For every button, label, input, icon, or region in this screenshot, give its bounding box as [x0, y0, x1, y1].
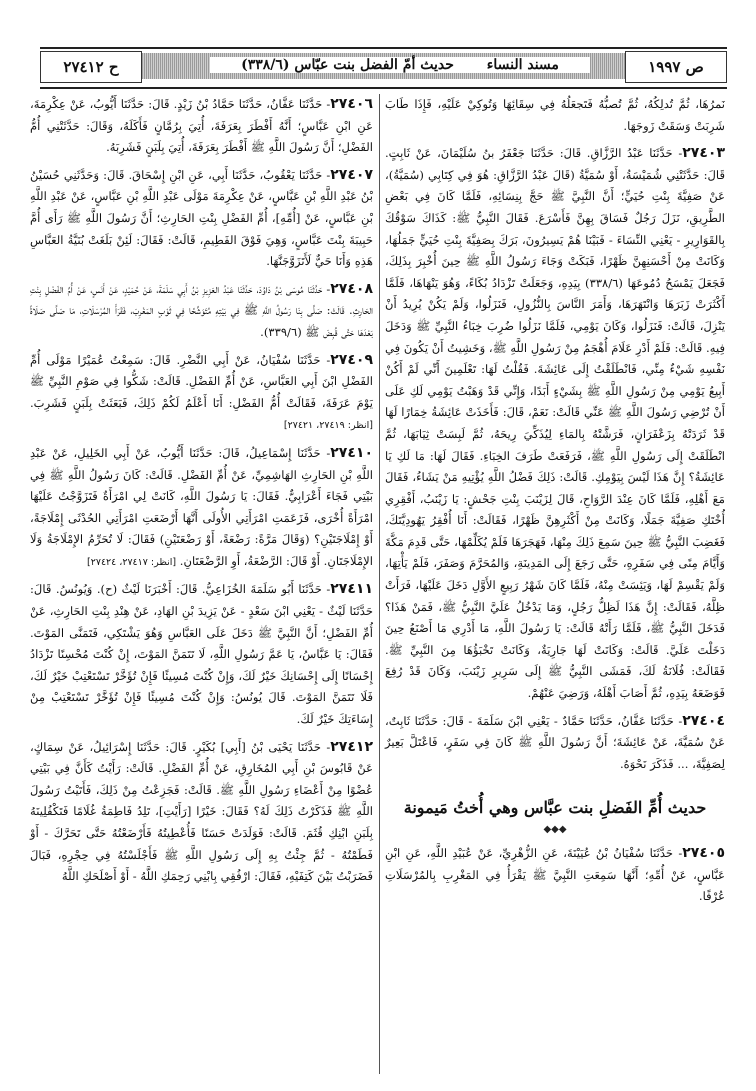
hadith-number: ٢٧٤٠٦ [330, 96, 373, 112]
hadith-text: - حَدَّثَنَا عَفَّانُ، حَدَّثَنَا حَمَّادُ بْنُ زَيْدٍ. قَالَ: حَدَّثَنَا أَيُّوبُ، عَنْ عِكْرِمَةَ، عَنِ ابْنِ عَبَّاسٍ؛ أَنَّهُ أَفْطَرَ بِعَرَفَةَ، أُتِيَ بِرُمَّانٍ فَأَكَلَهُ، وَقَالَ: حَدَّثَتْنِي أُمُّ الفَضْلِ؛ أَنَّ رَسُولَ اللَّهِ ﷺ أَفْطَرَ بِعَرَفَةَ، أُتِيَ بِلَبَنٍ فَشَرِبَهُ. [30, 97, 373, 155]
hadith-number: ٢٧٤٠٨ [330, 280, 373, 297]
hadith-number: ٢٧٤٠٩ [330, 351, 373, 368]
hadith-27404 [385, 711, 725, 776]
hadith-text: - حَدَّثَنَا أَبُو سَلَمَةَ الخُزَاعِيُّ. قَالَ: أَخْبَرَنَا لَيْثٌ (ح). وَيُونُسُ. قَالَ: حَدَّثَنَا لَيْثٌ - يَعْنِي ابْنَ سَعْدٍ - عَنْ يَزِيدَ بْنِ الهَادِ، عَنْ هِنْدِ بِنْتِ الحَارِثِ، عَنْ أُمِّ الفَضْلِ؛ أَنَّ النَّبِيَّ ﷺ دَخَلَ عَلَى العَبَّاسِ وَهُوَ يَشْتَكِي، فَتَمَنَّى المَوْتَ. فَقَالَ: يَا عَبَّاسُ، يَا عَمَّ رَسُولِ اللَّهِ، لَا تَتَمَنَّ المَوْتَ، إِنْ كُنْتَ مُحْسِنًا تَزْدَادُ إِحْسَانًا إِلَى إِحْسَانِكَ خَيْرٌ لَكَ، وَإِنْ كُنْتَ مُسِيئًا فَإِنْ تُؤَخَّرْ تَسْتَعْتِبْ خَيْرٌ لَكَ، فَلَا تَتَمَنَّ المَوْتَ. قَالَ يُونُسُ: وَإِنْ كُنْتَ مُسِيئًا فَإِنْ تُؤَخَّرْ تَسْتَعْتِبْ مِنْ إِسَاءَتِكَ خَيْرٌ لَكَ. [30, 582, 373, 727]
left-column [30, 94, 373, 894]
cross-reference: [انظر: ٢٧٤١٧، ٢٧٤٢٤] [87, 556, 177, 568]
musnad-title: مسند النساء [486, 57, 559, 73]
hadith-number: ٢٧٤٠٥ [682, 845, 725, 861]
hadith-number: ٢٧٤٠٣ [682, 145, 725, 162]
header-bottom-rule [40, 87, 727, 89]
hadith-text: - حَدَّثَنَا عَفَّانُ، حَدَّثَنَا حَمَّادٌ - يَعْنِي ابْنَ سَلَمَةَ - قَالَ: حَدَّثَنَا ثَابِتٌ، عَنْ سُمَيَّةَ، عَنْ عَائِشَةَ؛ أَنَّ رَسُولَ اللَّهِ ﷺ كَانَ فِي سَفَرٍ، فَاعْتَلَّ بَعِيرٌ لِصَفِيَّةَ، ... فَذَكَرَ نَحْوَهُ. [385, 713, 725, 771]
hadith-continuation: نَمرُهَا، ثُمَّ تُدلِكُهُ، ثُمَّ تُصبُّهُ فَتَجعَلُهُ فِي سِقَائِهَا وَتُوكِيْ عَلَيْهِ، فَإِذَا طَابَ شَرِبَتْ وَسَقَتْ زَوجَهَا. [385, 97, 725, 133]
hadith-text: - حَدَّثَنَا سُفْيَانُ بْنُ عُيَيْنَةَ، عَنِ الزُّهْرِيِّ، عَنْ عُبَيْدِ اللَّهِ، عَنِ ابْنِ عَبَّاسٍ، عَنْ أُمِّهِ؛ أَنَّهَا سَمِعَتِ النَّبِيَّ ﷺ يَقْرَأُ فِي المَغْرِبِ بِالمُرْسَلَاتِ عُرْفًا. [385, 846, 725, 904]
hadith-27406 [30, 94, 373, 159]
hadith-text: - حَدَّثَنَا يَعْقُوبُ، حَدَّثَنَا أَبِي، عَنِ ابْنِ إِسْحَاقَ. قَالَ: وَحَدَّثَنِي حُسَيْنُ بْنُ عَبْدِ اللَّهِ بْنِ عَبَّاسٍ، عَنْ عِكْرِمَةَ مَوْلَى عَبْدِ اللَّهِ بْنِ عَبَّاسٍ، عَنْ عَبْدِ اللَّهِ بْنِ عَبَّاسٍ، عَنْ [أُمِّهِ]، أُمِّ الفَضْلِ بِنْتِ الحَارِثِ؛ أَنَّ رَسُولَ اللَّهِ ﷺ رَأَى أُمَّ حَبِيبَةَ بِنْتَ عَبَّاسٍ، وَهِيَ فَوْقَ الفَطِيمِ، قَالَتْ: فَقَالَ: لَئِنْ بَلَغَتْ بُنَيَّةُ العَبَّاسِ هَذِهِ وَأَنَا حَيٌّ لَأَتَزَوَّجَنَّهَا. [30, 167, 373, 269]
hadith-27410 [30, 443, 373, 574]
header-titles [210, 57, 590, 73]
hadith-27407 [30, 165, 373, 273]
hadith-text: - حَدَّثَنَا سُفْيَانُ، عَنْ أَبِي النَّضْرِ. قَالَ: سَمِعْتُ عُمَيْرًا مَوْلَى أُمِّ الفَضْلِ ابْنَ أَبِي العَبَّاسِ، عَنْ أُمِّ الفَضْلِ. قَالَتْ: شَكُّوا فِي صَوْمِ النَّبِيِّ ﷺ يَوْمَ عَرَفَةَ، فَقَالَتْ أُمُّ الفَضْلِ: أَنَا أَعْلَمُ لَكُمْ ذَلِكَ، فَبَعَثَتْ بِلَبَنٍ فَشَرِبَ. [30, 352, 373, 410]
hadith-range: ح ٢٧٤١٢ [40, 51, 142, 83]
section-title: حديث أُمِّ الفَضلِ بنت عبَّاس وهي أُختُ مَيمونة [403, 798, 707, 818]
hadith-27405 [385, 843, 725, 908]
header-top-rule [40, 47, 727, 49]
hadith-text: - حَدَّثَنَا إِسْمَاعِيلُ، قَالَ: حَدَّثَنَا أَيُّوبُ، عَنْ أَبِي الخَلِيلِ، عَنْ عَبْدِ اللَّهِ بْنِ الحَارِثِ الهَاشِمِيِّ، عَنْ أُمِّ الفَضْلِ. قَالَتْ: كَانَ رَسُولُ اللَّهِ ﷺ فِي بَيْتِي فَجَاءَ أَعْرَابِيٌّ. فَقَالَ: يَا رَسُولَ اللَّهِ، كَانَتْ لِي امْرَأَةٌ فَتَزَوَّجْتُ عَلَيْهَا امْرَأَةً أُخْرَى، فَزَعَمَتِ امْرَأَتِي الأُولَى أَنَّهَا أَرْضَعَتِ امْرَأَتِي الحُدْثَى إِمْلَاجَةً، أَوْ إِمْلَاجَتَيْنِ؟ (وَقَالَ مَرَّةً: رَضْعَةً، أَوْ رَضْعَتَيْنِ) فَقَالَ: لَا تُحَرِّمُ الإِمْلَاجَةُ وَلَا الإِمْلَاجَتَانِ. أَوْ قَالَ: الرَّضْعَةُ، أَوِ الرَّضْعَتَانِ. [30, 445, 373, 568]
hadith-number: ٢٧٤١٠ [330, 444, 373, 461]
hadith-27403 [385, 143, 725, 704]
page-number: ص ١٩٩٧ [625, 51, 727, 83]
hadith-text: - حَدَّثَنَا مُوسَى بْنُ دَاوُدَ، حَدَّثَنَا عَبْدُ العَزِيزِ بْنُ أَبِي سَلَمَةَ، عَنْ حُمَيْدٍ، عَنْ أَنَسٍ، عَنْ أُمِّ الفَضْلِ بِنْتِ الحَارِثِ. قَالَتْ: صَلَّى بِنَا رَسُولُ اللَّهِ ﷺ فِي بَيْتِهِ مُتَوَشِّحًا فِي ثَوْبٍ المَغْرِبَ، فَقَرَأَ المُرْسَلَاتِ، مَا صَلَّى صَلَاةً بَعْدَهَا حَتَّى قُبِضَ ﷺ (٣٣٩/٦). [30, 281, 373, 339]
hadith-text: - حَدَّثَنَا يَحْيَى بْنُ [أَبِي] بُكَيْرٍ. قَالَ: حَدَّثَنَا إِسْرَائِيلُ، عَنْ سِمَاكٍ، عَنْ قَابُوسَ بْنِ أَبِي المُخَارِقِ، عَنْ أُمِّ الفَضْلِ. قَالَتْ: رَأَيْتُ كَأَنَّ فِي بَيْتِي عُضْوًا مِنْ أَعْضَاءِ رَسُولِ اللَّهِ ﷺ. قَالَتْ: فَجَزِعْتُ مِنْ ذَلِكَ، فَأَتَيْتُ رَسُولَ اللَّهِ ﷺ فَذَكَرْتُ ذَلِكَ لَهُ؟ فَقَالَ: خَيْرًا [رَأَيْتِ]، تَلِدُ فَاطِمَةُ غُلَامًا فَتَكْفُلِينَهُ بِلَبَنِ ابْنِكِ قُثَمَ. قَالَتْ: فَوَلَدَتْ حَسَنًا فَأُعْطِيتُهُ فَأَرْضَعْتُهُ حَتَّى تَحَرَّكَ - أَوْ فَطَمْتُهُ - ثُمَّ جِئْتُ بِهِ إِلَى رَسُولِ اللَّهِ ﷺ فَأَجْلَسْتُهُ فِي حِجْرِهِ، فَبَالَ فَضَرَبْتُ بَيْنَ كَتِفَيْهِ، فَقَالَ: ارْفُقِي بِابْنِي رَحِمَكِ اللَّهُ - أَوْ أَصْلَحَكِ اللَّهُ [30, 739, 373, 884]
ornament-icon: ◆◆◆ [543, 824, 567, 835]
hadith-number: ٢٧٤٠٧ [330, 166, 373, 183]
hadith-text: - حَدَّثَنَا عَبْدُ الرَّزَّاقِ. قَالَ: حَدَّثَنَا جَعْفَرُ بنُ سُلَيْمَانَ، عَنْ ثَابِتٍ. قَالَ: حَدَّثَتْنِي شُمَيْسَةُ، أَوْ سُمَيَّةُ (قَالَ عَبْدُ الرَّزَّاقِ: هُوَ فِي كِتَابِي (سُمَيَّةُ)، عَنْ صَفِيَّةَ بِنْتِ حُيَيٍّ؛ أَنَّ النَّبِيَّ ﷺ حَجَّ بِنِسَائِهِ، فَلَمَّا كَانَ فِي بَعْضِ الطَّرِيقِ، نَزَلَ رَجُلٌ فَسَاقَ بِهِنَّ فَأَسْرَعَ. فَقَالَ النَّبِيُّ ﷺ: كَذَاكَ سَوْقُكَ بِالقَوَارِيرِ - يَعْنِي النِّسَاءَ - فَبَيْنَا هُمْ يَسِيرُونَ، بَرَكَ بِصَفِيَّةَ بِنْتِ حُيَيٍّ جَمَلُهَا، وَكَانَتْ مِنْ أَحْسَنِهِنَّ ظَهْرًا، فَبَكَتْ وَجَاءَ رَسُولُ اللَّهِ ﷺ حِينَ أُخْبِرَ بِذَلِكَ، فَجَعَلَ يَمْسَحُ دُمُوعَهَا (٣٣٨/٦) بِيَدِهِ، وَجَعَلَتْ تَزْدَادُ بُكَاءً، وَهُوَ يَنْهَاهَا، فَلَمَّا أَكْثَرَتْ زَبَرَهَا وَانْتَهَرَهَا، وَأَمَرَ النَّاسَ بِالنُّزُولِ، فَنَزَلُوا، وَلَمْ يَكُنْ يُرِيدُ أَنْ يَنْزِلَ، قَالَتْ: فَنَزَلُوا، وَكَانَ يَوْمِي، فَلَمَّا نَزَلُوا ضُرِبَ خِبَاءُ النَّبِيِّ ﷺ وَدَخَلَ فِيهِ. قَالَتْ: فَلَمْ أَدْرِ عَلَامَ أُهْجَمُ مِنْ رَسُولِ اللَّهِ ﷺ، وَخَشِيتُ أَنْ يَكُونَ فِي نَفْسِهِ شَيْءٌ مِنِّي، فَانْطَلَقْتُ إِلَى عَائِشَةَ. فَقُلْتُ لَهَا: تَعْلَمِينَ أَنِّي لَمْ أَكُنْ أَبِيعُ يَوْمِي مِنْ رَسُولِ اللَّهِ ﷺ بِشَيْءٍ أَبَدًا، وَإِنِّي قَدْ وَهَبْتُ يَوْمِي لَكِ عَلَى أَنْ تُرْضِي رَسُولَ اللَّهِ ﷺ عَنِّي قَالَتْ: نَعَمْ، قَالَ: فَأَخَذَتْ عَائِشَةُ خِمَارًا لَهَا قَدْ ثَرَدَتْهُ بِزَعْفَرَانٍ، فَرَشَّتْهُ بِالمَاءِ لِيُذَكِّيَ رِيحَهُ، ثُمَّ لَبِسَتْ ثِيَابَهَا، ثُمَّ انْطَلَقَتْ إِلَى رَسُولِ اللَّهِ ﷺ، فَرَفَعَتْ طَرَفَ الخِبَاءِ. فَقَالَ لَهَا: مَا لَكِ يَا عَائِشَةُ؟ إِنَّ هَذَا لَيْسَ بِيَوْمِكِ. قَالَتْ: ذَلِكَ فَضْلُ اللَّهِ يُؤْتِيهِ مَنْ يَشَاءُ، فَقَالَ مَعَ أَهْلِهِ، فَلَمَّا كَانَ عِنْدَ الرَّوَاحِ، قَالَ لِزَيْنَبَ بِنْتِ جَحْشٍ: يَا زَيْنَبُ، أَفْقِرِي أُخْتَكِ صَفِيَّةَ جَمَلًا، وَكَانَتْ مِنْ أَكْثَرِهِنَّ ظَهْرًا، فَقَالَتْ: أَنَا أُفْقِرُ يَهُودِيَّتَكَ، فَغَضِبَ النَّبِيُّ ﷺ حِينَ سَمِعَ ذَلِكَ مِنْهَا، فَهَجَرَهَا فَلَمْ يُكَلِّمْهَا، حَتَّى قَدِمَ مَكَّةَ وَأَيَّامَ مِنًى فِي سَفَرِهِ، حَتَّى رَجَعَ إِلَى المَدِينَةِ، وَالمُحَرَّمَ وَصَفَرَ، فَلَمْ يَأْتِهَا، وَلَمْ يَقْسِمْ لَهَا، وَيَئِسَتْ مِنْهُ، فَلَمَّا كَانَ شَهْرُ رَبِيعٍ الأَوَّلِ دَخَلَ عَلَيْهَا، فَرَأَتْ ظِلَّهُ، فَقَالَتْ: إِنَّ هَذَا لَظِلُّ رَجُلٍ، وَمَا يَدْخُلُ عَلَيَّ النَّبِيُّ ﷺ، فَمَنْ هَذَا؟ فَدَخَلَ النَّبِيُّ ﷺ، فَلَمَّا رَأَتْهُ قَالَتْ: يَا رَسُولَ اللَّهِ، مَا أَدْرِي مَا أَصْنَعُ حِينَ دَخَلْتَ عَلَيَّ. قَالَتْ: وَكَانَتْ لَهَا جَارِيَةٌ، وَكَانَتْ تَخْبَؤُهَا مِنَ النَّبِيِّ ﷺ. فَقَالَتْ: فُلَانَةُ لَكَ، فَمَشَى النَّبِيُّ ﷺ إِلَى سَرِيرِ زَيْنَبَ، وَكَانَ قَدْ رُفِعَ فَوَضَعَهُ بِيَدِهِ، ثُمَّ أَصَابَ أَهْلَهُ، وَرَضِيَ عَنْهُمْ. [385, 146, 725, 701]
page-header [40, 47, 727, 91]
hadith-27409 [30, 350, 373, 437]
hadith-number: ٢٧٤١٢ [330, 738, 373, 755]
hadith-27411 [30, 579, 373, 730]
hadith-number: ٢٧٤٠٤ [682, 712, 725, 729]
hadith-title: حديث أمّ الفضل بنت عبّاس (٣٣٨/٦) [241, 57, 454, 73]
cross-reference: [انظر: ٢٧٤١٩، ٢٧٤٢١] [283, 420, 373, 432]
hadith-27408 [30, 279, 373, 344]
right-column [385, 94, 725, 914]
hadith-27412 [30, 737, 373, 888]
hadith-number: ٢٧٤١١ [330, 581, 373, 598]
column-divider [379, 94, 380, 1074]
